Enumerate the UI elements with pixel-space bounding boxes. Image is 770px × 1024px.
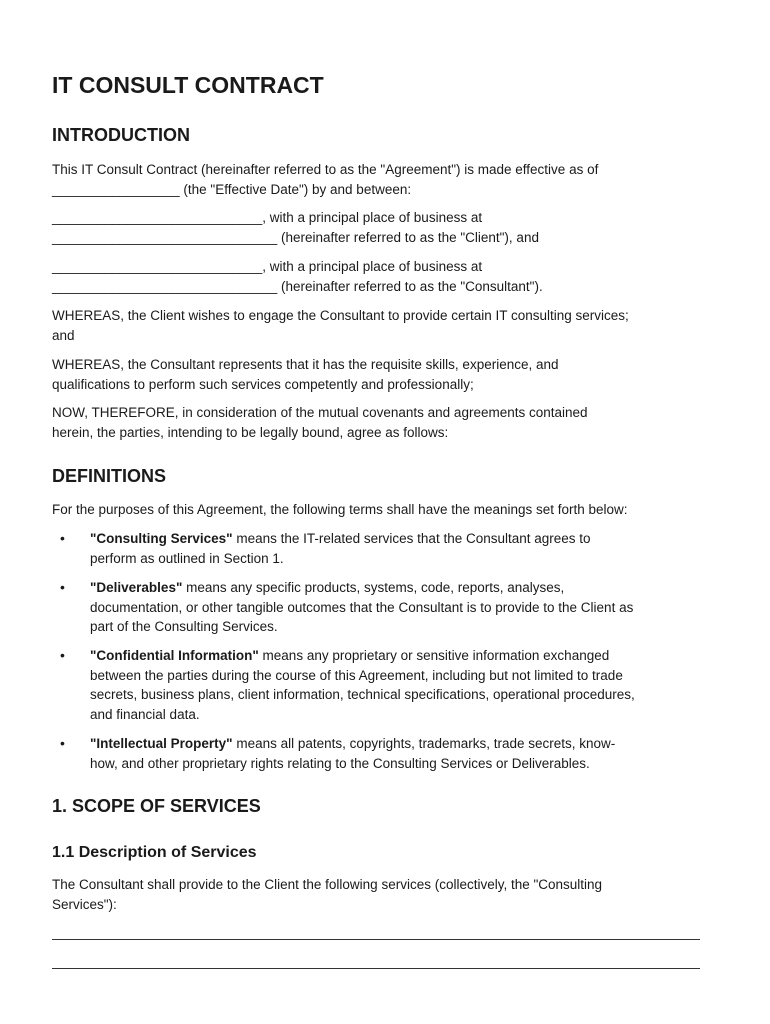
definition-text: means any proprietary or sensitive information exchanged <box>258 648 610 663</box>
definition-item-deliverables <box>60 578 720 637</box>
definition-term: "Deliverables" <box>90 580 183 595</box>
definition-text: means all patents, copyrights, trademarks, trade secrets, know- <box>232 736 616 751</box>
now-therefore-line: NOW, THEREFORE, in consideration of the mutual covenants and agreements contained <box>52 405 588 420</box>
definition-term: "Confidential Information" <box>90 648 259 663</box>
scope-line: Services"): <box>52 896 117 912</box>
now-therefore-line: herein, the parties, intending to be legally bound, agree as follows: <box>52 424 449 440</box>
client-line: ______________________________ (hereinafter referred to as the "Client"), and <box>52 229 539 245</box>
scope-paragraph <box>52 875 722 914</box>
intro-paragraph <box>52 160 722 199</box>
consultant-party-paragraph <box>52 257 722 296</box>
bullet-icon: • <box>60 647 65 663</box>
scope-of-services-heading: 1. SCOPE OF SERVICES <box>52 796 261 816</box>
introduction-heading: INTRODUCTION <box>52 125 190 145</box>
consultant-line: ______________________________ (hereinafter referred to as the "Consultant"). <box>52 278 543 294</box>
description-of-services-subheading: 1.1 Description of Services <box>52 844 257 861</box>
consultant-line: ____________________________, with a principal place of business at <box>52 259 483 274</box>
intro-line: This IT Consult Contract (hereinafter referred to as the "Agreement") is made effective as of <box>52 162 599 177</box>
definition-text: secrets, business plans, client information, technical specifications, operational procedures, <box>90 687 635 702</box>
whereas-line: and <box>52 327 75 343</box>
definitions-lead <box>52 500 722 520</box>
definition-text: perform as outlined in Section 1. <box>90 550 284 566</box>
client-party-paragraph <box>52 208 722 247</box>
services-blank-line <box>52 968 700 969</box>
now-therefore-paragraph <box>52 403 722 442</box>
scope-line: The Consultant shall provide to the Client the following services (collectively, the "Consulting <box>52 877 603 892</box>
definition-term: "Intellectual Property" <box>90 736 233 751</box>
definitions-lead-line: For the purposes of this Agreement, the following terms shall have the meanings set forth below: <box>52 502 628 517</box>
definitions-heading: DEFINITIONS <box>52 466 167 486</box>
definition-text: how, and other proprietary rights relating to the Consulting Services or Deliverables. <box>90 755 590 771</box>
definition-text: and financial data. <box>90 706 200 722</box>
definition-text: means the IT-related services that the Consultant agrees to <box>232 531 591 546</box>
bullet-icon: • <box>60 579 65 595</box>
services-blank-line <box>52 939 700 940</box>
whereas-client-paragraph <box>52 306 722 345</box>
definition-text: part of the Consulting Services. <box>90 619 278 634</box>
definition-term: "Consulting Services" <box>90 531 233 546</box>
whereas-line: WHEREAS, the Client wishes to engage the Consultant to provide certain IT consulting services; <box>52 308 629 323</box>
definition-item-confidential-information <box>60 646 720 724</box>
bullet-icon: • <box>60 735 65 751</box>
definition-item-intellectual-property <box>60 734 720 773</box>
definition-text: means any specific products, systems, code, reports, analyses, <box>182 580 565 595</box>
whereas-line: WHEREAS, the Consultant represents that it has the requisite skills, experience, and <box>52 357 559 372</box>
intro-line: _________________ (the "Effective Date") by and between: <box>52 181 412 197</box>
definition-item-consulting-services <box>60 529 720 568</box>
document-title: IT CONSULT CONTRACT <box>52 72 324 98</box>
bullet-icon: • <box>60 530 65 546</box>
definition-text: between the parties during the course of this Agreement, including but not limited to trade <box>90 667 623 683</box>
whereas-consultant-paragraph <box>52 355 722 394</box>
whereas-line: qualifications to perform such services competently and professionally; <box>52 376 474 392</box>
definition-text: documentation, or other tangible outcomes that the Consultant is to provide to the Client as <box>90 599 634 615</box>
client-line: ____________________________, with a principal place of business at <box>52 210 483 225</box>
